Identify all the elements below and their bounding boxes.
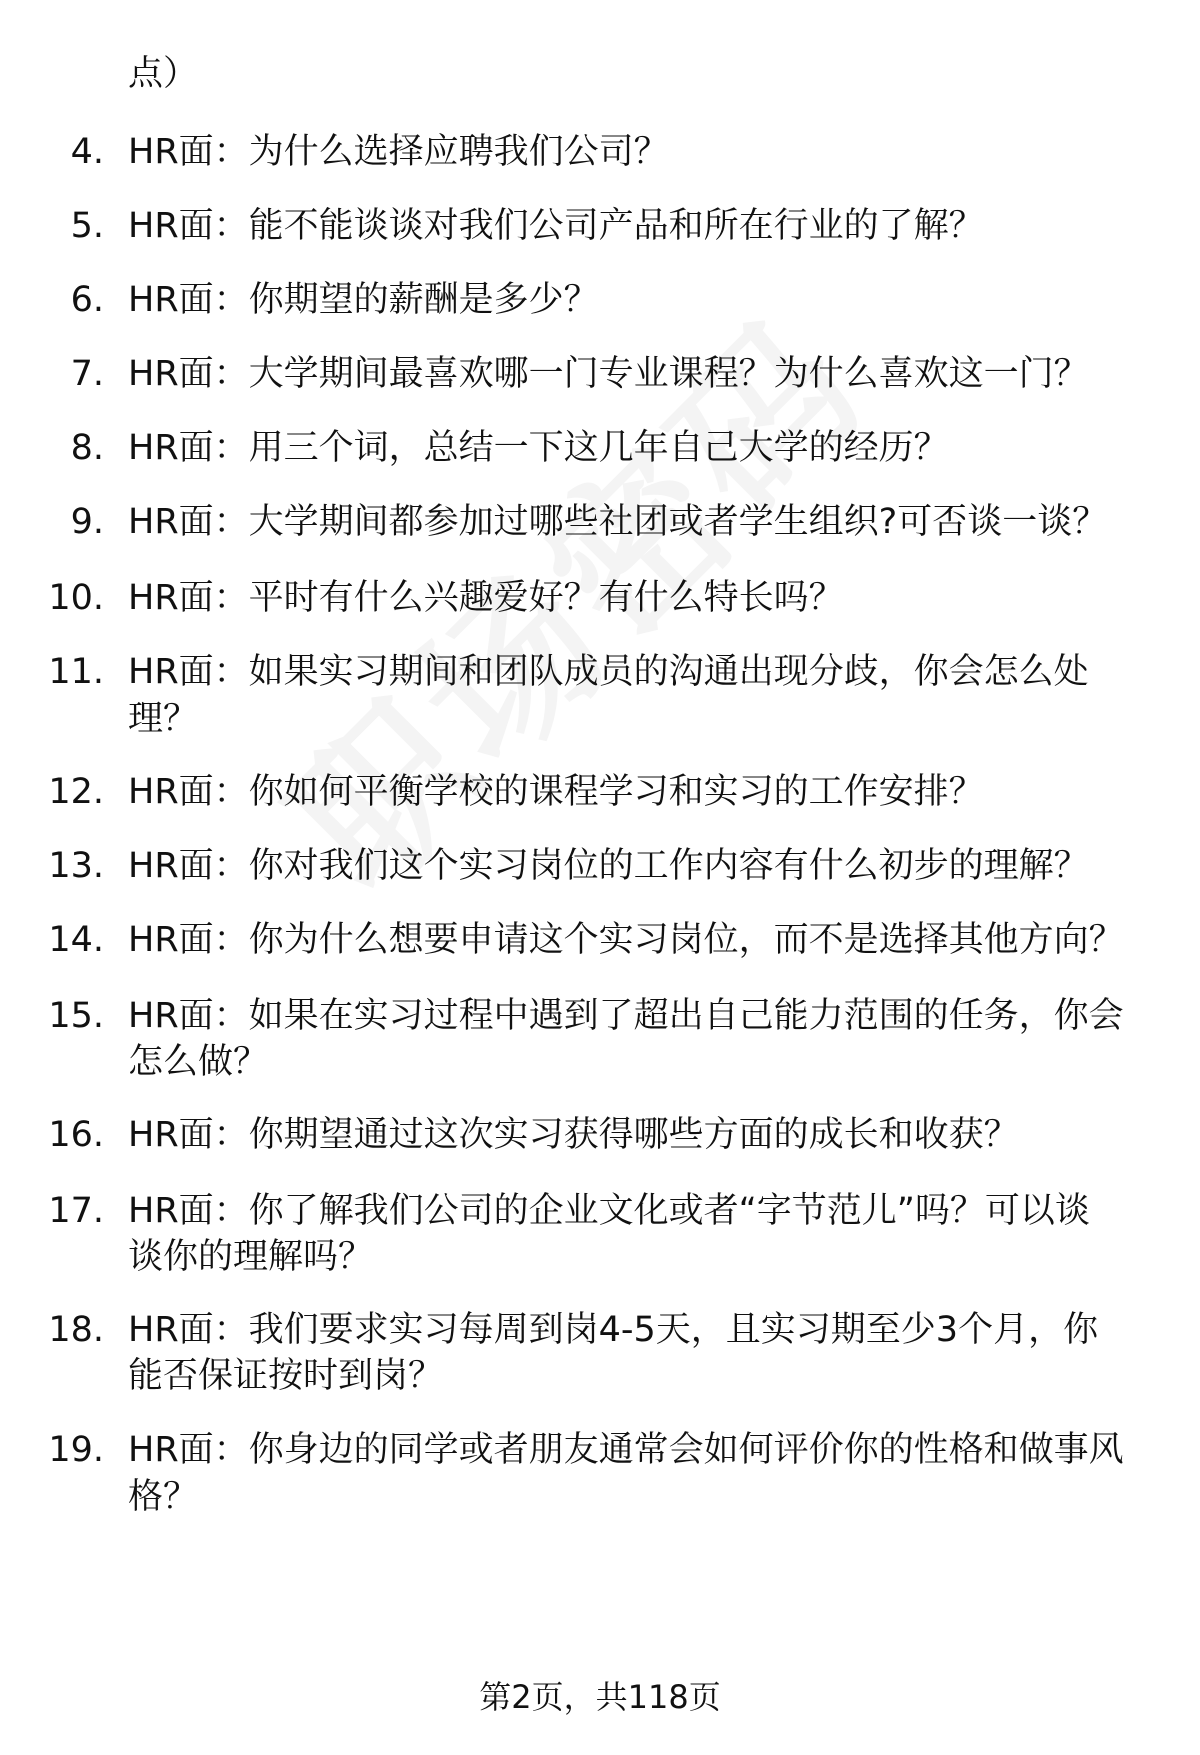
item-text: HR面：你为什么想要申请这个实习岗位，而不是选择其他方向？ (128, 920, 1124, 960)
item-text: HR面：用三个词，总结一下这几年自己大学的经历？ (128, 428, 949, 468)
item-text-continuation: 理？ (128, 699, 199, 739)
item-number: 8. (70, 428, 104, 468)
item-number: 5. (70, 206, 104, 246)
item-number: 14. (48, 920, 104, 960)
item-number: 15. (48, 996, 104, 1036)
item-text: HR面：能不能谈谈对我们公司产品和所在行业的了解？ (128, 206, 984, 246)
item-text: HR面：你期望通过这次实习获得哪些方面的成长和收获？ (128, 1115, 1019, 1155)
item-text-continuation: 谈你的理解吗？ (128, 1237, 374, 1277)
item-text-continuation: 格？ (128, 1477, 199, 1517)
item-text-continuation: 能否保证按时到岗？ (128, 1356, 444, 1396)
item-number: 11. (48, 652, 104, 692)
item-text: HR面：平时有什么兴趣爱好？有什么特长吗？ (128, 578, 844, 618)
item-text: HR面：大学期间都参加过哪些社团或者学生组织?可否谈一谈？ (128, 502, 1108, 542)
item-number: 6. (70, 280, 104, 320)
item-text-continuation: 怎么做？ (128, 1042, 269, 1082)
item-number: 18. (48, 1310, 104, 1350)
item-number: 16. (48, 1115, 104, 1155)
item-number: 7. (70, 354, 104, 394)
item-text: HR面：大学期间最喜欢哪一门专业课程？为什么喜欢这一门？ (128, 354, 1089, 394)
item-text: HR面：你了解我们公司的企业文化或者“字节范儿”吗？可以谈 (128, 1191, 1090, 1231)
item-text: HR面：你对我们这个实习岗位的工作内容有什么初步的理解？ (128, 846, 1089, 886)
item-text: HR面：我们要求实习每周到岗4-5天，且实习期至少3个月，你 (128, 1310, 1099, 1350)
item-text: HR面：你期望的薪酬是多少？ (128, 280, 599, 320)
page-footer: 第2页，共118页 (479, 1678, 721, 1716)
item-number: 17. (48, 1191, 104, 1231)
item-number: 12. (48, 772, 104, 812)
item-text: HR面：如果实习期间和团队成员的沟通出现分歧，你会怎么处 (128, 652, 1089, 692)
item-number: 13. (48, 846, 104, 886)
item-number: 10. (48, 578, 104, 618)
continuation-text: 点） (128, 54, 199, 94)
item-number: 4. (70, 132, 104, 172)
item-number: 19. (48, 1430, 104, 1470)
item-number: 9. (70, 502, 104, 542)
item-text: HR面：如果在实习过程中遇到了超出自己能力范围的任务，你会 (128, 996, 1124, 1036)
item-text: HR面：为什么选择应聘我们公司？ (128, 132, 669, 172)
item-text: HR面：你身边的同学或者朋友通常会如何评价你的性格和做事风 (128, 1430, 1124, 1470)
item-text: HR面：你如何平衡学校的课程学习和实习的工作安排？ (128, 772, 984, 812)
